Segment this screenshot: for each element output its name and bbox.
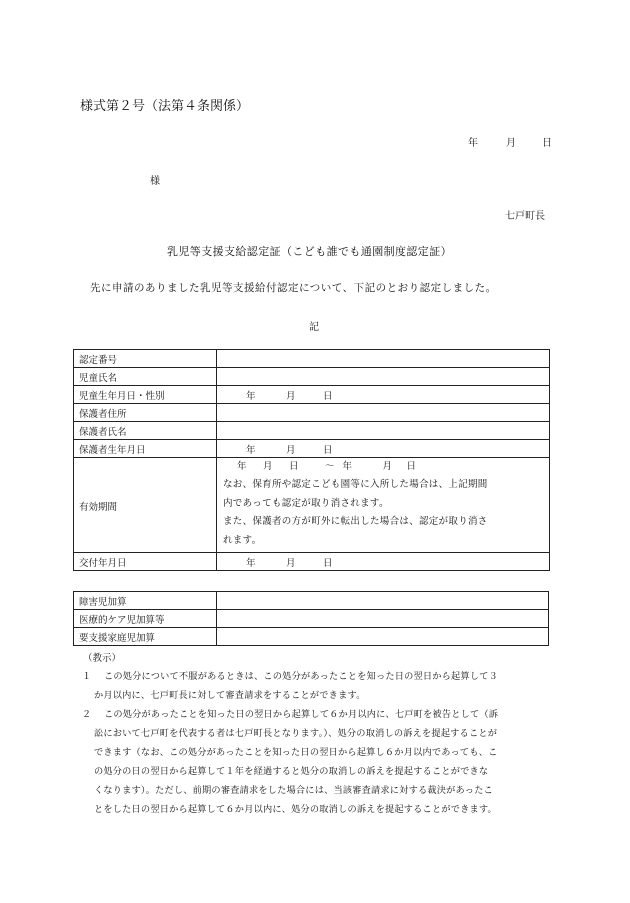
label-cert-number: 認定番号 (74, 350, 217, 368)
period-note-line: また、保護者の方が町外に転出した場合は、認定が取り消さ (223, 516, 488, 527)
day-text: 日 (323, 557, 333, 569)
item-line: この処分があったことを知った日の翌日から起算して６か月以内に、七戸町を被告として（訴 (104, 709, 499, 720)
year-text: 年 (246, 557, 256, 569)
item-line: の処分の日の翌日から起算して１年を経過すると処分の取消しの訴えを提起することができな (94, 766, 489, 777)
period-note-line: なお、保育所や認定こども園等に入所した場合は、上記期間 (223, 479, 488, 490)
date-month: 月 (506, 138, 516, 149)
value-disabled-child (217, 592, 549, 610)
table-row (74, 458, 550, 553)
value-cert-number (217, 350, 550, 368)
month-text: 月 (286, 444, 296, 456)
date-line (468, 134, 552, 149)
table-row (74, 610, 549, 628)
document-title: 乳児等支援支給認定証（こども誰でも通園制度認定証） (167, 245, 452, 258)
month-text: 月 (286, 557, 296, 569)
value-guardian-birth (217, 440, 550, 458)
tilde-text: ～ (325, 461, 335, 472)
table-row (74, 440, 550, 458)
label-guardian-address: 保護者住所 (74, 404, 217, 422)
intro-text: 先に申請のありました乳児等支援給付認定について、下記のとおり認定しました。 (90, 282, 497, 294)
value-guardian-name (217, 422, 550, 440)
item-line: くなります）。ただし、前期の審査請求をした場合には、当該審査請求に対する裁決があったこ (94, 785, 493, 796)
value-validity-period (217, 458, 550, 553)
table-row (74, 368, 550, 386)
certificate-table (73, 349, 550, 571)
issuer: 七戸町長 (505, 211, 545, 222)
period-note-line: れます。 (223, 534, 262, 546)
value-support-family (217, 628, 549, 646)
year-text: 年 (246, 444, 256, 456)
label-disabled-child: 障害児加算 (74, 592, 217, 610)
day-text: 日 (323, 444, 333, 456)
form-number: 様式第２号（法第４条関係） (80, 99, 250, 114)
date-day: 日 (542, 138, 552, 149)
table-row (74, 350, 550, 368)
value-child-birth (217, 386, 550, 404)
label-guardian-name: 保護者氏名 (74, 422, 217, 440)
value-child-name (217, 368, 550, 386)
table-row (74, 553, 550, 571)
year-text: 年 (237, 461, 247, 472)
table-row (74, 422, 550, 440)
ki-marker: 記 (309, 322, 319, 333)
instruction-heading: （教示） (83, 653, 122, 664)
item-text (94, 705, 559, 819)
table-row (74, 386, 550, 404)
date-year: 年 (468, 138, 478, 149)
label-child-birth-sex: 児童生年月日・性別 (74, 386, 217, 404)
day-text: 日 (289, 461, 299, 472)
day-text: 日 (323, 390, 333, 402)
addition-table (73, 591, 549, 646)
item-number: ２ (82, 709, 92, 720)
month-text: 月 (286, 390, 296, 402)
period-note-line: 内であっても認定が取り消されます。 (223, 497, 389, 509)
value-medical-care (217, 610, 549, 628)
year-text: 年 (246, 390, 256, 402)
label-guardian-birth: 保護者生年月日 (74, 440, 217, 458)
value-guardian-address (217, 404, 550, 422)
month-text: 月 (263, 461, 273, 472)
month-text: 月 (382, 461, 393, 472)
label-child-name: 児童氏名 (74, 368, 217, 386)
item-line: 訟において七戸町を代表する者は七戸町長となります。）、処分の取消しの訴えを提起することが (94, 728, 498, 739)
period-range (237, 458, 549, 476)
table-row (74, 628, 549, 646)
label-medical-care: 医療的ケア児加算等 (74, 610, 217, 628)
label-issue-date: 交付年月日 (74, 553, 217, 571)
table-row (74, 404, 550, 422)
item-line: できます（なお、この処分があったことを知った日の翌日から起算し６か月以内であっても、こ (94, 747, 498, 758)
item-line: か月以内に、七戸町長に対して審査請求をすることができます。 (94, 690, 366, 701)
item-text (94, 667, 559, 705)
item-line: この処分について不服があるときは、この処分があったことを知った日の翌日から起算して３ (104, 671, 498, 682)
item-line: とをした日の翌日から起算して６か月以内に、処分の取消しの訴えを提起することができます。 (94, 804, 497, 815)
addressee-suffix: 様 (150, 176, 160, 187)
label-validity-period: 有効期間 (74, 458, 217, 553)
value-issue-date (217, 553, 550, 571)
label-support-family: 要支援家庭児加算 (74, 628, 217, 646)
day-text: 日 (406, 461, 417, 472)
year-text: 年 (342, 461, 353, 472)
item-number: １ (82, 671, 92, 682)
table-row (74, 592, 549, 610)
